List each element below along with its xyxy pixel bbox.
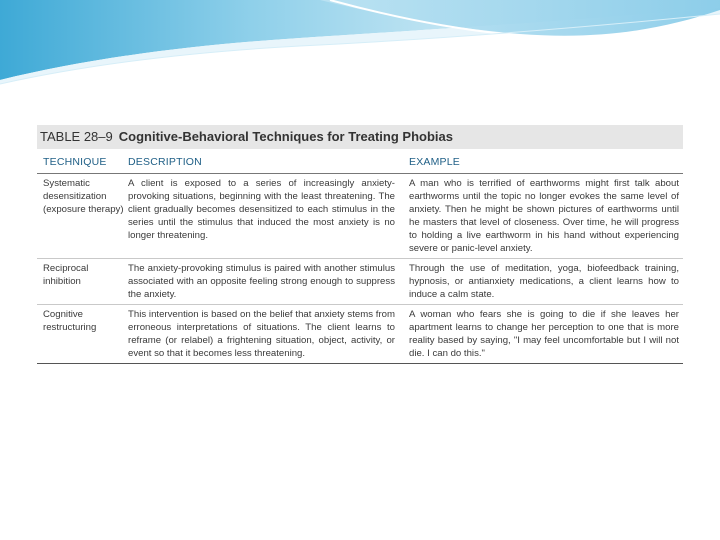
technique-cell: Reciprocal inhibition — [43, 263, 89, 287]
header-description: DESCRIPTION — [128, 156, 202, 168]
description-cell: A client is exposed to a series of increasingly anxiety-provoking situations, beginning with the least threatening. The client gradually becomes desensitized to each stimulus in the series until the stimulus that induced the most anxiety is no longer threatening. — [128, 178, 395, 241]
example-cell: A woman who fears she is going to die if she leaves her apartment learns to change her perception to one that is more reality based by saying, "I may feel uncomfortable but I will not die. I can do this." — [409, 309, 679, 359]
phobia-techniques-table — [37, 125, 683, 364]
header-example: EXAMPLE — [409, 156, 461, 168]
description-cell: The anxiety-provoking stimulus is paired with another stimulus associated with an opposite feeling strong enough to suppress the anxiety. — [128, 263, 395, 300]
table-row — [37, 174, 683, 259]
table-title-bar — [37, 125, 683, 149]
example-cell: Through the use of meditation, yoga, biofeedback training, hypnosis, or antianxiety medications, a client learns how to induce a calm state. — [409, 263, 679, 300]
example-cell: A man who is terrified of earthworms might first talk about earthworms until the topic no longer evokes the same level of anxiety. Then he might be shown pictures of earthworms until he masters that level of closeness. Over time, he will progress to holding a live earthworm in his hand without experiencing severe or panic-level anxiety. — [409, 178, 679, 254]
table-title: Cognitive-Behavioral Techniques for Treating Phobias — [118, 129, 453, 144]
technique-cell: Systematic desensitization (exposure therapy) — [43, 178, 124, 215]
header-technique: TECHNIQUE — [43, 156, 107, 168]
description-cell: This intervention is based on the belief that anxiety stems from erroneous interpretations of situations. The client learns to reframe (or relabel) a frightening situation, object, activity, or event so that it becomes less threatening. — [128, 309, 395, 359]
technique-cell: Cognitive restructuring — [43, 309, 97, 333]
table-row — [37, 305, 683, 364]
table-number: TABLE 28–9 — [40, 129, 113, 144]
decorative-wave-banner — [0, 0, 720, 90]
table-row — [37, 259, 683, 305]
table-header-row — [37, 149, 683, 174]
